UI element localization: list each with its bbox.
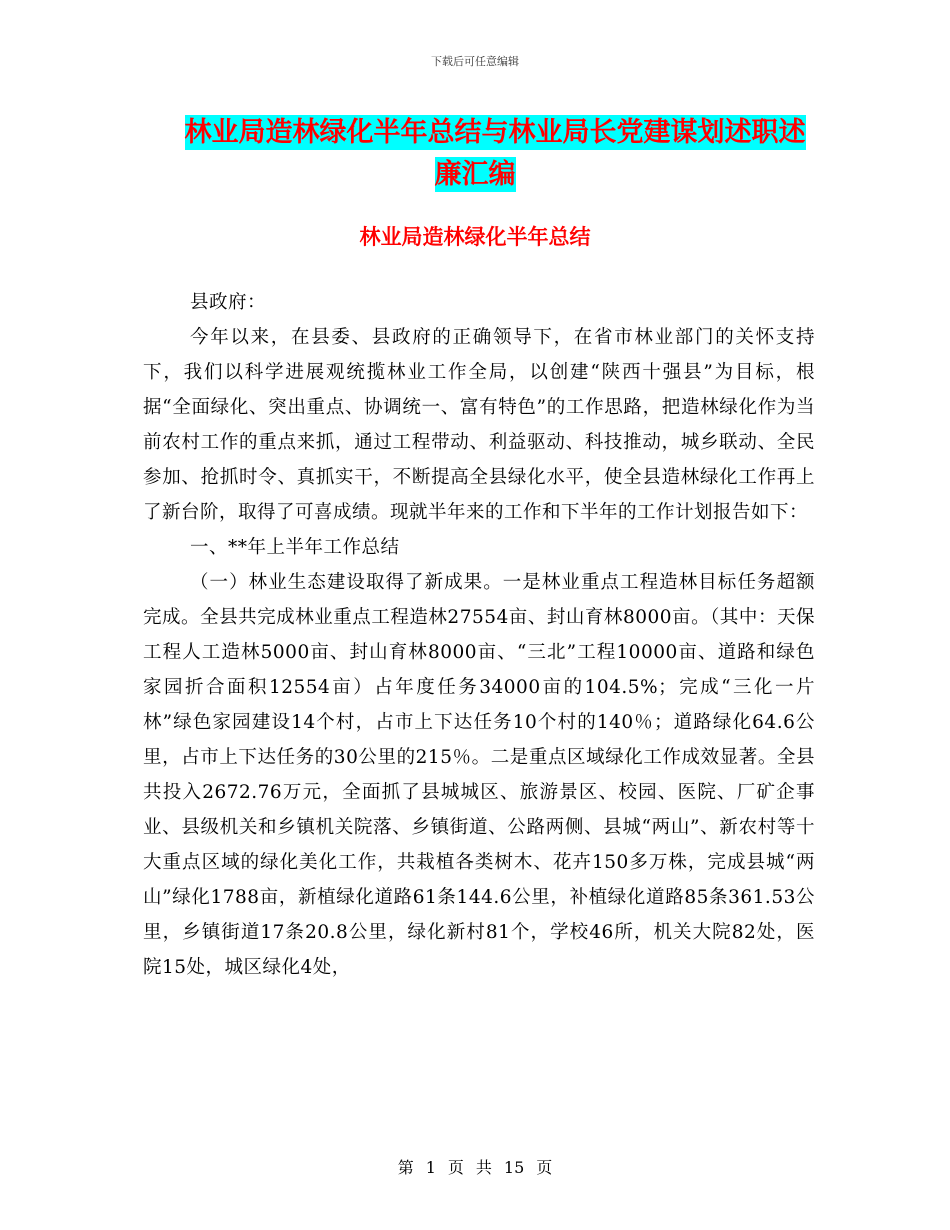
header-note: 下载后可任意编辑 <box>431 55 519 68</box>
footer-prefix: 第 <box>397 1158 414 1177</box>
document-body <box>143 285 815 985</box>
paragraph-intro: 今年以来，在县委、县政府的正确领导下，在省市林业部门的关怀支持下，我们以科学进展观统揽林业工作全局，以创建“陕西十强县”为目标，根据“全面绿化、突出重点、协调统一、富有特色”的工作思路，把造林绿化作为当前农村工作的重点来抓，通过工程带动、利益驱动、科技推动，城乡联动、全民参加、抢抓时令、真抓实干，不断提高全县绿化水平，使全县造林绿化工作再上了新台阶，取得了可喜成绩。现就半年来的工作和下半年的工作计划报告如下： <box>143 327 815 523</box>
footer-total-prefix: 共 <box>475 1158 492 1177</box>
footer-suffix: 页 <box>536 1158 553 1177</box>
heading-summary: 一、**年上半年工作总结 <box>190 537 400 558</box>
footer-total-pages: 15 <box>503 1158 525 1177</box>
salutation: 县政府： <box>190 292 267 313</box>
document-title-line-2 <box>0 150 950 200</box>
document-title-text-1: 林业局造林绿化半年总结与林业局长党建谋划述职述 <box>184 117 806 148</box>
document-title-text-2: 廉汇编 <box>434 159 516 190</box>
page-footer <box>0 1155 950 1178</box>
footer-page-unit: 页 <box>447 1158 464 1177</box>
section-title: 林业局造林绿化半年总结 <box>359 225 591 249</box>
footer-page-number: 1 <box>425 1158 436 1177</box>
paragraph-ecology: （一）林业生态建设取得了新成果。一是林业重点工程造林目标任务超额完成。全县共完成林业重点工程造林27554亩、封山育林8000亩。（其中：天保工程人工造林5000亩、封山育林8000亩、“三北”工程10000亩、道路和绿色家园折合面积12554亩）占年度任务34000亩的104.5%；完成“三化一片林”绿色家园建设14个村，占市上下达任务10个村的140％；道路绿化64.6公里，占市上下达任务的30公里的215％。二是重点区域绿化工作成效显著。全县共投入2672.76万元，全面抓了县城城区、旅游景区、校园、医院、厂矿企事业、县级机关和乡镇机关院落、乡镇街道、公路两侧、县城“两山”、新农村等十大重点区域的绿化美化工作，共栽植各类树木、花卉150多万株，完成县城“两山”绿化1788亩，新植绿化道路61条144.6公里，补植绿化道路85条361.53公里，乡镇街道17条20.8公里，绿化新村81个，学校46所，机关大院82处，医院15处，城区绿化4处， <box>143 572 815 978</box>
